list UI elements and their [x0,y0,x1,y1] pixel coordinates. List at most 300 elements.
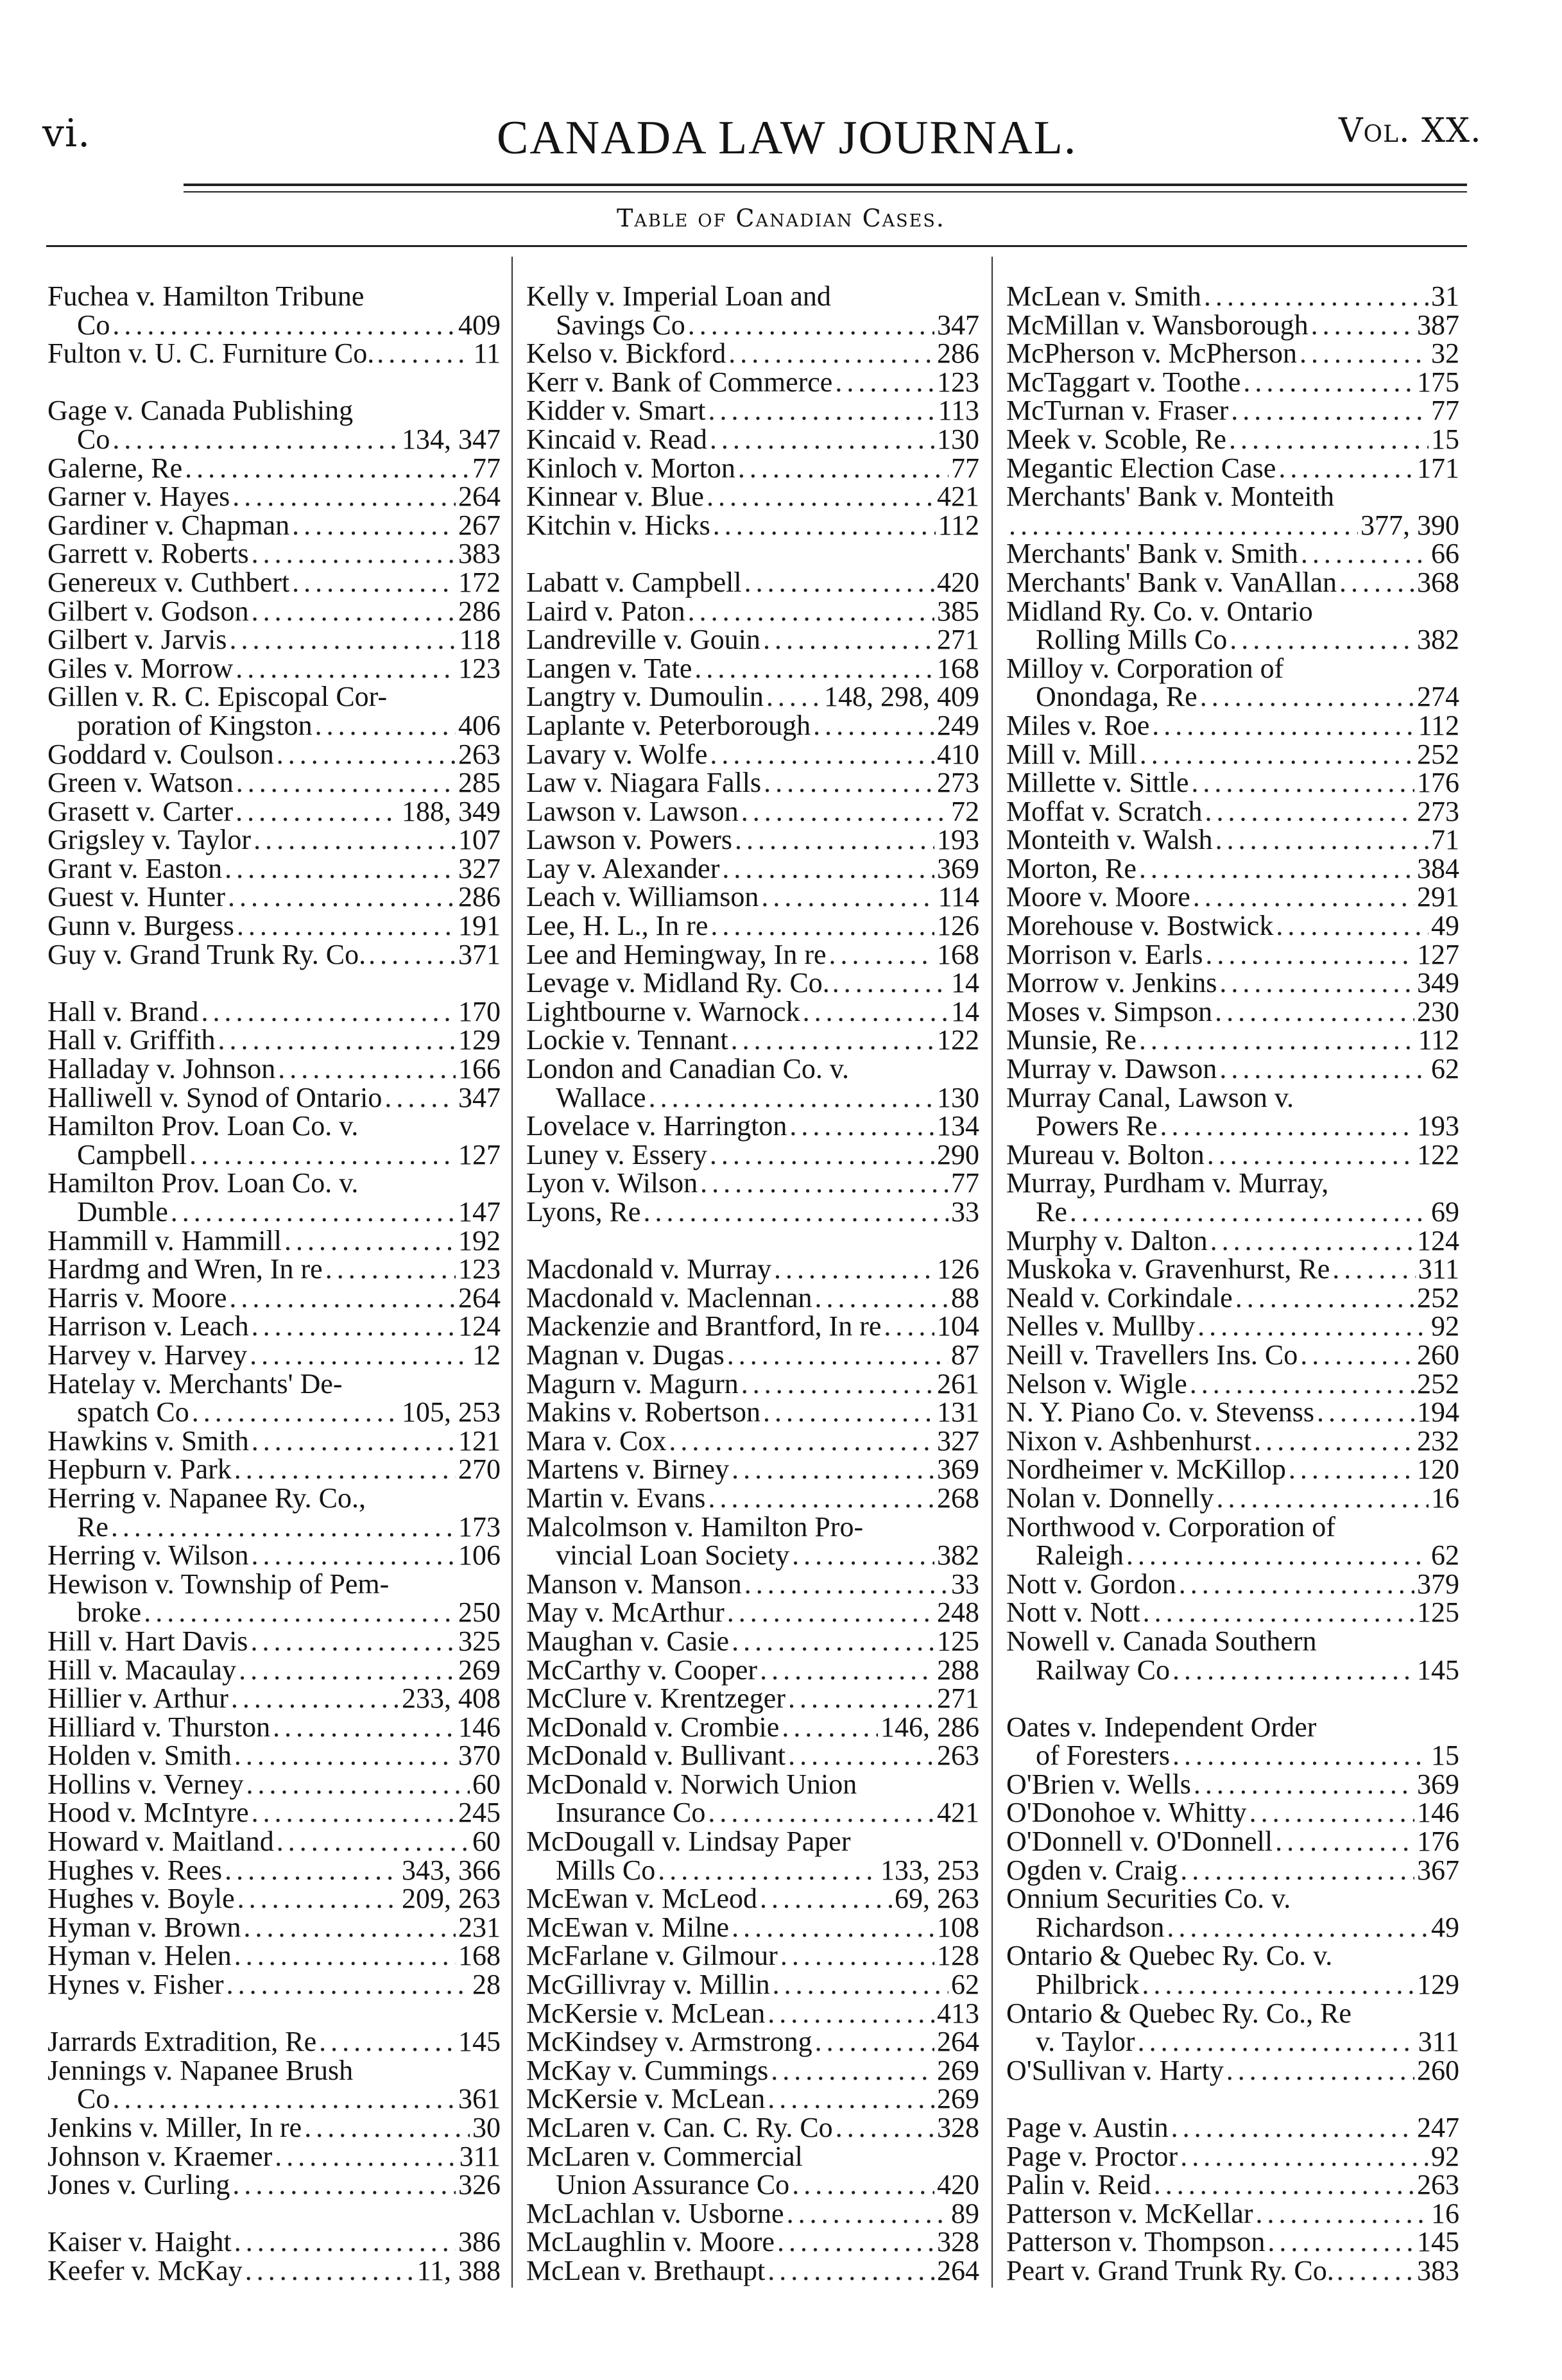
case-entry [526,1684,979,1713]
dot-leader [761,883,935,912]
dot-leader [1154,2171,1414,2200]
dot-leader [1172,1656,1414,1685]
page-reference: 368 [1417,566,1459,598]
case-entry [526,511,979,540]
page-reference: 193 [937,824,979,856]
page-reference: 62 [1431,1539,1459,1571]
page-reference: 409 [458,309,501,341]
page-reference: 77 [472,452,501,484]
case-entry [1006,938,1459,970]
case-entry [47,1026,501,1055]
case-name: Philbrick [1036,1969,1140,2001]
case-name: Malcolmson v. Hamilton Pro- [526,1511,864,1543]
dot-leader [1160,1112,1414,1141]
header-rule [184,184,1467,186]
dot-leader [1194,1770,1414,1799]
page-number: vi. [42,111,91,156]
case-name: Nowell v. Canada Southern [1006,1625,1317,1657]
case-entry [1006,912,1459,941]
page-reference: 288 [937,1654,979,1686]
case-entry [1006,1224,1459,1256]
case-name: Kitchin v. Hicks [526,509,710,541]
case-name: Genereux v. Cuthbert [47,566,290,598]
page-reference: 421 [937,481,979,513]
page-reference: 369 [937,1453,979,1485]
dot-leader [234,2228,456,2257]
case-name: Re [1036,1196,1067,1228]
page-reference: 123 [458,1253,501,1285]
case-name: Morrow v. Jenkins [1006,967,1217,999]
case-entry [1006,1742,1459,1770]
page-reference: 114 [938,881,979,913]
page-reference: 33 [951,1568,979,1600]
case-entry [1006,339,1459,368]
case-entry [526,1055,979,1084]
dot-leader [1152,712,1415,741]
case-entry [526,1627,979,1656]
case-entry [47,1224,501,1256]
page-reference: 166 [458,1053,501,1085]
case-name: O'Donnell v. O'Donnell [1006,1826,1273,1858]
page-reference: 133, 253 [880,1854,979,1886]
dot-leader [744,569,934,597]
case-name: Garrett v. Roberts [47,538,249,570]
page-reference: 134, 347 [402,423,501,455]
dot-leader [780,1942,934,1971]
case-name: Grigsley v. Taylor [47,824,252,856]
case-entry [526,995,979,1027]
case-entry [47,454,501,483]
section-gap [47,2200,501,2229]
case-name: Gunn v. Burgess [47,910,234,942]
case-entry [526,1341,979,1370]
case-name: Grant v. Easton [47,852,223,884]
page-reference: 175 [1417,366,1459,398]
case-name: Manson v. Manson [526,1568,742,1600]
dot-leader [1070,1198,1429,1227]
case-entry [1006,1312,1459,1341]
case-entry [526,1367,979,1400]
dot-leader [708,397,935,425]
case-name: Mill v. Mill [1006,738,1137,770]
case-name: Co [77,309,110,341]
case-name: Herring v. Wilson [47,1539,249,1571]
page-reference: 377, 390 [1360,509,1459,541]
case-name: McDonald v. Bullivant [526,1740,786,1772]
case-name: McLean v. Brethaupt [526,2254,766,2286]
dot-leader [189,1141,456,1170]
dot-leader [771,2057,934,2085]
dot-leader [1180,2143,1429,2171]
case-name: Northwood v. Corporation of [1006,1511,1335,1543]
page-reference: 385 [937,595,979,627]
page-reference: 269 [937,2054,979,2086]
page-reference: 263 [1417,2169,1459,2201]
dot-leader [1210,1227,1414,1256]
case-name: McMillan v. Wansborough [1006,309,1309,341]
dot-leader [710,741,934,769]
case-entry [1006,1341,1459,1370]
case-entry [47,1484,501,1513]
case-name: Harvey v. Harvey [47,1339,248,1371]
case-entry [1006,626,1459,655]
case-entry [526,2054,979,2086]
page-reference: 14 [951,995,979,1027]
case-name: Hamilton Prov. Loan Co. v. [47,1167,359,1199]
case-name: Levage v. Midland Ry. Co. [526,967,830,999]
case-entry [1006,1367,1459,1400]
case-name: Kaiser v. Haight [47,2226,232,2258]
case-entry [47,995,501,1027]
case-name: O'Donohoe v. Whitty [1006,1797,1247,1829]
page-reference: 112 [1418,709,1459,741]
case-name: McKersie v. McLean [526,2083,766,2115]
page-reference: 105, 253 [402,1396,501,1428]
dot-leader [760,1885,892,1913]
page-reference: 129 [458,1024,501,1056]
case-entry [47,1627,501,1656]
case-name: Hilliard v. Thurston [47,1711,271,1743]
case-entry [47,425,501,454]
page-reference: 343, 366 [402,1854,501,1886]
dot-leader [1140,741,1414,769]
case-name: Ontario & Quebec Ry. Co., Re [1006,1997,1352,2029]
case-entry [47,1427,501,1456]
page-reference: 28 [472,1969,501,2001]
case-name: Lyons, Re [526,1196,641,1228]
case-name: Hall v. Griffith [47,1024,216,1056]
page-reference: 71 [1431,824,1459,856]
case-name: Halladay v. Johnson [47,1053,276,1085]
case-name: Gage v. Canada Publishing [47,395,354,427]
case-name: Guy v. Grand Trunk Ry. Co. [47,938,366,970]
case-name: Milloy v. Corporation of [1006,652,1284,684]
dot-leader [792,2171,934,2200]
case-entry [47,339,501,368]
case-name: Johnson v. Kraemer [47,2140,273,2172]
dot-leader [236,655,456,683]
case-entry [526,769,979,798]
case-entry [526,425,979,454]
case-name: Martin v. Evans [526,1482,706,1514]
dot-leader [284,1227,456,1256]
page-reference: 413 [937,1997,979,2029]
dot-leader [171,1198,456,1227]
case-entry [1006,1081,1459,1113]
dot-leader [1197,1312,1429,1341]
case-entry [526,1541,979,1570]
case-entry [1006,2114,1459,2143]
case-name: Kidder v. Smart [526,395,706,427]
dot-leader [1143,1598,1414,1627]
page-reference: 263 [458,738,501,770]
dot-leader [292,511,456,540]
case-entry [526,368,979,397]
case-entry [1006,597,1459,626]
case-name: Oates v. Independent Order [1006,1711,1317,1743]
page-reference: 349 [1417,967,1459,999]
case-name: Patterson v. McKellar [1006,2197,1253,2229]
dot-leader [1337,2257,1414,2286]
dot-leader [228,883,456,912]
dot-leader [732,1627,934,1656]
case-name: Gilbert v. Jarvis [47,624,227,656]
case-entry [1006,2228,1459,2257]
page-reference: 347 [458,1081,501,1113]
page-reference: 88 [951,1281,979,1314]
case-entry [47,1742,501,1770]
dot-leader [252,1427,456,1456]
dot-leader [815,1284,948,1313]
case-name: Hyman v. Helen [47,1940,232,1972]
dot-leader [688,311,934,340]
page-reference: 290 [937,1138,979,1170]
page-reference: 173 [458,1511,501,1543]
case-entry [526,1112,979,1141]
page-reference: 69 [1431,1196,1459,1228]
dot-leader [250,1341,470,1370]
case-name: Lockie v. Tennant [526,1024,728,1056]
case-entry [1006,397,1459,425]
page-reference: 232 [1417,1425,1459,1457]
page-reference: 120 [1417,1453,1459,1485]
case-name: Law v. Niagara Falls [526,767,762,799]
case-name: Lee and Hemingway, In re [526,938,827,970]
section-gap [526,540,979,569]
case-name: Luney v. Essery [526,1138,707,1170]
case-name: May v. McArthur [526,1597,725,1629]
case-entry [47,1513,501,1542]
page-reference: 113 [938,395,979,427]
dot-leader [243,1913,456,1942]
page-reference: 77 [951,452,979,484]
dot-leader [192,1398,399,1427]
case-entry [1006,969,1459,998]
case-entry [1006,795,1459,827]
page-reference: 252 [1417,1281,1459,1314]
case-name: Kincaid v. Read [526,423,707,455]
case-entry [1006,1484,1459,1513]
page-reference: 209, 263 [402,1883,501,1915]
case-name: Midland Ry. Co. v. Ontario [1006,595,1313,627]
dot-leader [236,769,456,798]
case-entry [526,1138,979,1170]
case-entry [526,2085,979,2114]
page-reference: 30 [472,2112,501,2143]
case-entry [526,1570,979,1599]
case-entry [1006,826,1459,855]
dot-leader [112,311,456,340]
dot-leader [722,855,934,884]
page-reference: 285 [458,767,501,799]
dot-leader [252,597,456,626]
dot-leader [1317,1398,1414,1427]
case-name: Mara v. Cox [526,1425,667,1457]
header-rule-thin [184,191,1467,193]
case-name: Lavary v. Wolfe [526,738,708,770]
case-entry [1006,852,1459,884]
case-entry [1006,1627,1459,1656]
dot-leader [1255,2200,1429,2229]
case-name: Jennings v. Napanee Brush [47,2054,354,2086]
page-reference: 286 [458,595,501,627]
page-reference: 32 [1431,338,1459,370]
page-reference: 92 [1431,2140,1459,2172]
dot-leader [239,1656,456,1685]
dot-leader [700,1169,948,1198]
dot-leader [832,969,948,998]
case-entry [526,1281,979,1314]
dot-leader [1219,1055,1429,1084]
case-entry [47,1713,501,1742]
case-entry [1006,769,1459,798]
page-reference: 126 [937,1253,979,1285]
case-entry [526,1656,979,1685]
dot-leader [234,1942,456,1971]
case-entry [1006,282,1459,311]
case-name: McEwan v. McLeod [526,1883,758,1915]
page-reference: 311 [459,2140,501,2172]
dot-leader [277,1828,470,1856]
case-name: Onnium Securities Co. v. [1006,1883,1291,1915]
case-entry [526,652,979,684]
case-name: McTurnan v. Fraser [1006,395,1229,427]
subtitle-rule [46,245,1467,247]
section-gap [47,1999,501,2028]
case-name: v. Taylor [1036,2026,1135,2058]
dot-leader [1204,282,1429,311]
dot-leader [792,1541,934,1570]
case-name: Makins v. Robertson [526,1396,761,1428]
dot-leader [764,769,934,798]
dot-leader [231,1684,399,1713]
dot-leader [1205,941,1414,970]
dot-leader [1275,1828,1414,1856]
page-reference: 230 [1417,995,1459,1027]
case-entry [526,626,979,655]
dot-leader [246,1770,470,1799]
page-reference: 188, 349 [402,795,501,827]
case-name: McLaren v. Commercial [526,2140,803,2172]
case-name: Muskoka v. Gravenhurst, Re [1006,1253,1330,1285]
page-reference: 286 [458,881,501,913]
dot-leader [710,425,934,454]
case-entry [1006,1255,1459,1284]
page-reference: 172 [458,566,501,598]
dot-leader [112,425,399,454]
case-entry [526,1598,979,1627]
case-name: Jarrards Extradition, Re [47,2026,317,2058]
case-name: Garner v. Hayes [47,481,230,513]
case-entry [47,2114,501,2143]
page-reference: 170 [458,995,501,1027]
case-entry [1006,1455,1459,1484]
dot-leader [1278,454,1414,483]
case-entry [526,1398,979,1427]
dot-leader [1243,368,1414,397]
case-entry [1006,995,1459,1027]
dot-leader [708,1799,934,1828]
page-reference: 69, 263 [895,1883,979,1915]
page-reference: 383 [458,538,501,570]
case-entry [526,1999,979,2028]
case-entry [47,2140,501,2172]
page-reference: 248 [937,1597,979,1629]
page-reference: 274 [1417,681,1459,713]
case-name: McClure v. Krentzeger [526,1682,785,1715]
dot-leader [713,511,936,540]
case-name: Keefer v. McKay [47,2254,243,2286]
dot-leader [782,1713,878,1742]
case-name: Holden v. Smith [47,1740,232,1772]
page-reference: 269 [937,2083,979,2115]
volume-label: Vol. XX. [1339,112,1482,150]
case-entry [47,1055,501,1084]
case-name: Lee, H. L., In re [526,910,708,942]
dot-leader [292,569,456,597]
dot-leader [275,2143,456,2171]
case-entry [47,652,501,684]
case-entry [47,1341,501,1370]
dot-leader [201,998,456,1027]
case-name: Munsie, Re [1006,1024,1137,1056]
case-name: McFarlane v. Gilmour [526,1940,778,1972]
dot-leader [1300,1341,1414,1370]
dot-leader [741,798,948,826]
case-entry [526,2028,979,2057]
case-name: Hepburn v. Park [47,1453,232,1485]
page-reference: 60 [472,1826,501,1858]
case-entry [1006,454,1459,483]
case-entry [1006,311,1459,340]
case-entry [1006,1112,1459,1141]
page-reference: 60 [472,1768,501,1800]
dot-leader [763,626,934,655]
case-entry [47,282,501,311]
case-name: Co [77,423,110,455]
case-name: Giles v. Morrow [47,652,234,684]
case-name: Peart v. Grand Trunk Ry. Co. [1006,2254,1334,2286]
case-name: Hawkins v. Smith [47,1425,249,1457]
case-entry [47,1684,501,1713]
case-entry [47,483,501,511]
page-reference: 134 [937,1110,979,1142]
case-entry [526,1742,979,1770]
page-reference: 77 [951,1167,979,1199]
page-reference: 124 [1417,1224,1459,1256]
dot-leader [1009,511,1358,540]
case-entry [47,1828,501,1856]
case-name: Harrison v. Leach [47,1310,249,1342]
dot-leader [738,454,948,483]
case-entry [1006,1055,1459,1084]
case-name: Lovelace v. Harrington [526,1110,787,1142]
case-entry [47,1971,501,1999]
page-reference: 267 [458,509,501,541]
case-entry [1006,368,1459,397]
case-entry [526,795,979,827]
dot-leader [1235,1284,1414,1313]
case-name: Miles v. Roe [1006,709,1150,741]
case-name: McDonald v. Crombie [526,1711,780,1743]
case-name: spatch Co [77,1396,189,1428]
page-reference: 383 [1417,2254,1459,2286]
page-reference: 171 [1417,452,1459,484]
case-entry [47,852,501,884]
case-entry [1006,652,1459,684]
page-reference: 131 [937,1396,979,1428]
dot-leader [1167,1913,1429,1942]
